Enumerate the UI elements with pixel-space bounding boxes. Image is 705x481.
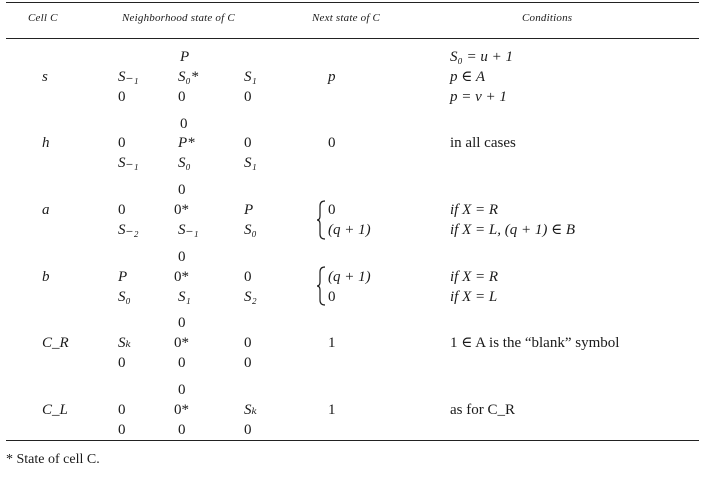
neighborhood-left: 0 — [118, 135, 126, 151]
brace-icon — [316, 266, 326, 306]
neighborhood-right: S₁ — [244, 69, 257, 85]
condition: 1 ∈ A is the “blank” symbol — [450, 335, 620, 351]
condition: if X = R — [450, 269, 499, 285]
neighborhood-center: S₀* — [178, 69, 199, 85]
neighborhood-bottom-right: S₂ — [244, 289, 257, 305]
neighborhood-bottom-left: 0 — [118, 422, 126, 438]
neighborhood-bottom-center: 0 — [178, 355, 186, 371]
condition: p ∈ A — [450, 69, 485, 85]
condition: if X = R — [450, 202, 499, 218]
next-state: 0 — [328, 202, 336, 218]
row-cell-label: C_R — [42, 335, 69, 351]
neighborhood-top: 0 — [178, 382, 186, 398]
next-state: 0 — [328, 289, 336, 305]
condition: as for C_R — [450, 402, 515, 418]
neighborhood-center: 0* — [174, 202, 189, 218]
neighborhood-bottom-center: 0 — [178, 89, 186, 105]
neighborhood-bottom-right: 0 — [244, 89, 252, 105]
neighborhood-bottom-right: S₀ — [244, 222, 257, 238]
row-cell-label: C_L — [42, 402, 68, 418]
neighborhood-bottom-left: S₋₂ — [118, 222, 139, 238]
neighborhood-top: 0 — [180, 116, 188, 132]
neighborhood-top: P — [180, 49, 190, 65]
neighborhood-right: 0 — [244, 335, 252, 351]
condition: p = v + 1 — [450, 89, 507, 105]
neighborhood-bottom-center: S₁ — [178, 289, 191, 305]
header-cell: Cell C — [28, 12, 58, 24]
row-cell-label: s — [42, 69, 48, 85]
next-state: (q + 1) — [328, 269, 371, 285]
condition: S₀ = u + 1 — [450, 49, 513, 65]
neighborhood-bottom-left: 0 — [118, 89, 126, 105]
neighborhood-bottom-center: S₋₁ — [178, 222, 199, 238]
next-state: 0 — [328, 135, 336, 151]
next-state: 1 — [328, 335, 336, 351]
header-conditions: Conditions — [522, 12, 573, 24]
neighborhood-center: 0* — [174, 402, 189, 418]
neighborhood-bottom-center: S₀ — [178, 155, 191, 171]
neighborhood-right: Sₖ — [244, 402, 257, 418]
condition: if X = L — [450, 289, 498, 305]
neighborhood-right: 0 — [244, 269, 252, 285]
next-state: 1 — [328, 402, 336, 418]
footnote: * State of cell C. — [6, 452, 100, 467]
header-next-state: Next state of C — [312, 12, 381, 24]
condition: in all cases — [450, 135, 516, 151]
top-rule — [6, 2, 699, 3]
brace-icon — [316, 200, 326, 240]
neighborhood-top: 0 — [178, 249, 186, 265]
neighborhood-right: P — [244, 202, 254, 218]
neighborhood-center: P* — [178, 135, 195, 151]
row-cell-label: a — [42, 202, 50, 218]
neighborhood-bottom-left: S₋₁ — [118, 155, 139, 171]
next-state: (q + 1) — [328, 222, 371, 238]
neighborhood-bottom-left: S₀ — [118, 289, 131, 305]
neighborhood-left: 0 — [118, 402, 126, 418]
neighborhood-bottom-left: 0 — [118, 355, 126, 371]
header-rule — [6, 38, 699, 39]
header-neighborhood: Neighborhood state of C — [122, 12, 235, 24]
neighborhood-left: 0 — [118, 202, 126, 218]
neighborhood-left: S₋₁ — [118, 69, 139, 85]
neighborhood-top: 0 — [178, 315, 186, 331]
neighborhood-center: 0* — [174, 335, 189, 351]
row-cell-label: h — [42, 135, 50, 151]
row-cell-label: b — [42, 269, 50, 285]
neighborhood-bottom-center: 0 — [178, 422, 186, 438]
condition: if X = L, (q + 1) ∈ B — [450, 222, 576, 238]
neighborhood-center: 0* — [174, 269, 189, 285]
neighborhood-bottom-right: S₁ — [244, 155, 257, 171]
neighborhood-left: P — [118, 269, 128, 285]
neighborhood-bottom-right: 0 — [244, 422, 252, 438]
neighborhood-right: 0 — [244, 135, 252, 151]
bottom-rule — [6, 440, 699, 441]
neighborhood-top: 0 — [178, 182, 186, 198]
neighborhood-bottom-right: 0 — [244, 355, 252, 371]
neighborhood-left: Sₖ — [118, 335, 131, 351]
next-state: p — [328, 69, 336, 85]
